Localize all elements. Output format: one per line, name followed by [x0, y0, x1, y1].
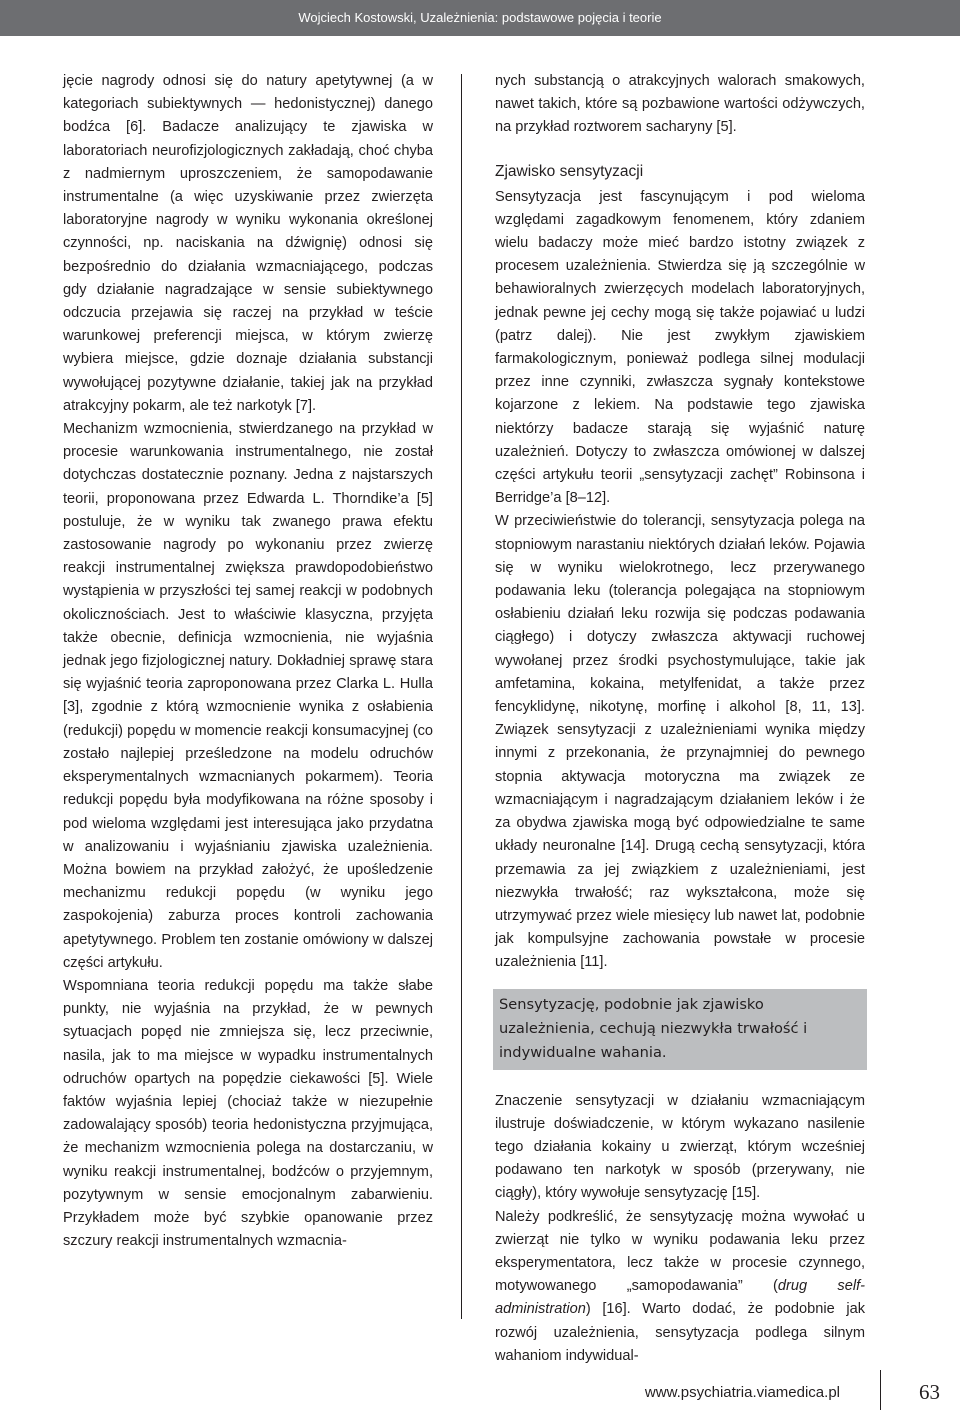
- body-paragraph: Mechanizm wzmocnienia, stwierdzanego na przykład w procesie warunkowania instrumentalnego, nie został dotychczas dostatecznie poznany. Jedna z najstarszych teorii, proponowana przez Edwarda L. Thorndike’a [5] postuluje, że w wyniku tak zwanego prawa efektu zastosowanie nagrody po wykonaniu przez zwierzę reakcji instrumentalnej zwiększa prawdopodobieństwo wystąpienia w przyszłości tej samej reakcji w podobnych okolicznościach. Jest to właściwie klasyczna, przyjęta także obecnie, definicja wzmocnienia, nie wyjaśnia jednak jego fizjologicznej natury. Dokładniej sprawę stara się wyjaśnić teoria zaproponowana przez Clarka L. Hulla [3], zgodnie z którą wzmocnienie wynika z osłabienia (redukcji) popędu w momencie reakcji konsumacyjnej (co zostało najlepiej prześledzone na modelu odruchów eksperymentalnych wzmacnianych pokarmem). Teoria redukcji popędu była modyfikowana na różne sposoby i pod wieloma względami jest interesująca jako przydatna w analizowaniu i wyjaśnianiu zjawiska uzależnienia. Można bowiem na przykład założyć, że upośledzenie mechanizmu redukcji popędu (w wyniku jego zaspokojenia) zaburza proces kontroli zachowania apetytywnego. Problem ten zostanie omówiony w dalszej części artykułu.: [63, 421, 433, 971]
- left-column: [63, 70, 433, 1253]
- body-paragraph: [495, 1206, 865, 1368]
- paragraph-text: Należy podkreślić, że sensytyzację można wywołać u zwierząt nie tylko w wyniku podawania leku przez eksperymentatora, lecz także w procesie czynnego, motywowanego „samopodawania” (: [495, 1208, 865, 1295]
- body-paragraph: W przeciwieństwie do tolerancji, sensytyzacja polega na stopniowym narastaniu niektórych działań leków. Pojawia się w wyniku wielokrotnego, lecz przerywanego podawania leku (tolerancja polegająca na stopniowym osłabieniu działań leku rozwija się podczas podawania ciągłego) i dotyczy zwłaszcza aktywacji ruchowej wywołanej przez środki psychostymulujące, takie jak amfetamina, kokaina, metylfenidat, a także przez fencyklidynę, nikotynę, morfinę i alkohol [8, 11, 13]. Związek sensytyzacji z uzależnieniami wynika między innymi z przekonania, że przynajmniej do pewnego stopnia aktywacja motoryczna ma związek ze wzmacniającym i nagradzającym działaniem leków i że za obydwa zjawiska mogą być odpowiedzialne te same układy neuronalne [14]. Drugą cechą sensytyzacji, która przemawia za jej związkiem z uzależnieniami, jest niezwykła trwałość; raz wykształcona, może się utrzymywać przez wiele miesięcy lub nawet lat, podobnie jak kompulsyjne zachowania powstałe w procesie uzależnienia [11].: [495, 513, 865, 971]
- page-number: 63: [919, 1380, 940, 1404]
- body-paragraph: Wspomniana teoria redukcji popędu ma także słabe punkty, nie wyjaśnia na przykład, że w pewnych sytuacjach popęd nie zmniejsza się, lecz przeciwnie, nasila, jak to ma miejsce w wypadku instrumentalnych odruchów opartych na popędzie ciekawości [5]. Wiele faktów wyjaśnia lepiej (chociaż także w niezupełnie zadowalający sposób) teoria hedonistyczna przyjmująca, że mechanizm wzmocnienia polega na dostarczaniu, w wyniku reakcji instrumentalnej, bodźców o przyjemnym, pozytywnym w sensie emocjonalnym zabarwieniu. Przykładem może być szybkie opanowanie przez szczury reakcji instrumentalnych wzmacnia-: [63, 977, 433, 1250]
- body-paragraph: nych substancją o atrakcyjnych walorach smakowych, nawet takich, które są pozbawione wartości odżywczych, na przykład roztworem sacharyny [5].: [495, 73, 865, 136]
- footer-separator: [880, 1370, 881, 1410]
- right-column: [495, 70, 865, 1368]
- body-paragraph: Znaczenie sensytyzacji w działaniu wzmacniającym ilustruje doświadczenie, w którym wykazano nasilenie tego działania kokainy u zwierząt, którym wcześniej podawano ten narkotyk w sposób (przerywany, nie ciągły), który wywołuje sensytyzację [15].: [495, 1092, 865, 1202]
- footer-url[interactable]: www.psychiatria.viamedica.pl: [644, 1384, 840, 1401]
- highlight-box: Sensytyzację, podobnie jak zjawisko uzależnienia, cechują niezwykła trwałość i indywidualne wahania.: [493, 989, 867, 1070]
- paragraph-text: ) [16]. Warto dodać, że podobnie jak rozwój uzależnienia, sensytyzacja podlega silnym wahaniom indywidual-: [495, 1301, 865, 1364]
- section-heading: Zjawisko sensytyzacji: [495, 162, 644, 180]
- body-paragraph: jęcie nagrody odnosi się do natury apetytywnej (a w kategoriach subiektywnych — hedonistycznej) danego bodźca [6]. Badacze analizujący te zjawiska w laboratoriach neurofizjologicznych zakładają, choć chyba z nadmiernym uproszczeniem, że samopodawanie instrumentalne (a więc uzyskiwanie przez zwierzęta laboratoryjne nagrody w wyniku wykonania określonej czynności, np. naciskania na dźwignię) odnosi się bezpośrednio do działania wzmacniającego, podczas gdy działanie nagradzające w sensie subiektywnego odczucia przejawia się raczej na przykład w teście warunkowej preferencji miejsca, w którym zwierzę wybiera miejsce, gdzie doznaje działania substancji wywołującej pozytywne działanie, takiej jak na przykład atrakcyjny pokarm, ale też narkotyk [7].: [63, 73, 433, 414]
- column-divider: [461, 74, 462, 1319]
- running-title: Wojciech Kostowski, Uzależnienia: podstawowe pojęcia i teorie: [298, 10, 662, 25]
- italic-term: drug self-administration: [495, 1278, 866, 1318]
- body-paragraph: Sensytyzacja jest fascynującym i pod wieloma względami zagadkowym fenomenem, który zdaniem wielu badaczy może mieć bardzo istotny związek z procesem uzależnienia. Stwierdza się ją szczególnie w behawioralnych zwierzęcych modelach laboratoryjnych, jednak pewne jej cechy mogą się także pojawiać u ludzi (patrz dalej). Nie jest zwykłym zjawiskiem farmakologicznym, ponieważ podlega silnej modulacji przez inne czynniki, zwłaszcza sygnały kontekstowe kojarzone z lekiem. Na podstawie tego zjawiska niektórzy badacze starają się wyjaśnić naturę uzależnień. Dotyczy to zwłaszcza omówionej w dalszej części artykułu teorii „sensytyzacji zachęt” Robinsona i Berridge’a [8–12].: [495, 188, 865, 507]
